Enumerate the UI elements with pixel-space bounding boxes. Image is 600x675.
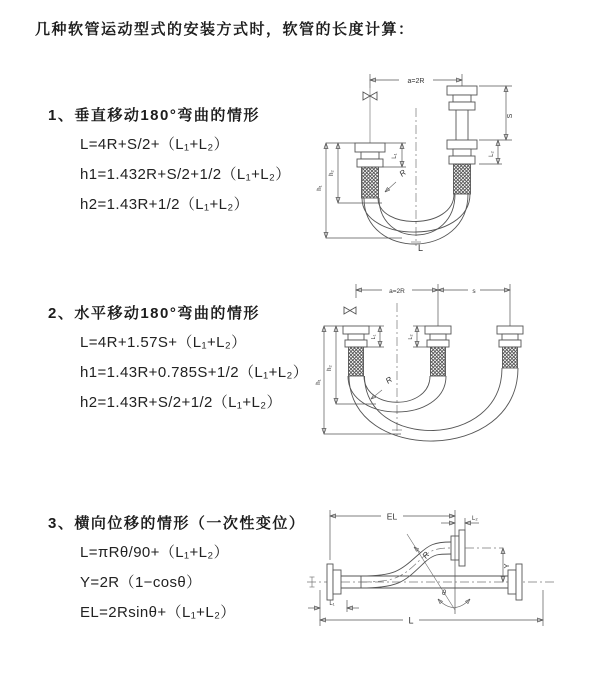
section-3-formula-EL: EL=2Rsinθ+（L₁+L₂） <box>80 604 236 621</box>
dim-s-label: S <box>507 113 514 119</box>
dim-l2-label: L₂ <box>489 151 495 157</box>
right-flange-upper <box>451 530 503 566</box>
section-2-formula-L: L=4R+1.57S+（L₁+L₂） <box>80 334 247 351</box>
dimension-l2 <box>441 516 479 530</box>
section-1-formula-L: L=4R+S/2+（L₁+L₂） <box>80 136 230 153</box>
braided-hose-section <box>362 167 379 198</box>
braided-hose-section <box>431 347 446 376</box>
radius-label: R <box>383 374 394 386</box>
dim-l-label: L <box>408 615 414 626</box>
theta-label: θ <box>442 590 446 597</box>
fitting-3 <box>497 326 523 368</box>
dimension-l1 <box>308 600 359 612</box>
dim-h1-label: h₁ <box>316 379 322 385</box>
page-title: 几种软管运动型式的安装方式时，软管的长度计算： <box>35 21 415 38</box>
s-curve-hose-displaced <box>361 542 451 588</box>
dim-l2-label: L₂ <box>472 516 478 522</box>
dim-h2-label: h₂ <box>327 365 333 371</box>
radius-label: R <box>397 167 408 179</box>
left-fitting <box>355 143 385 198</box>
diagram-lateral-displacement <box>303 502 588 642</box>
dim-a-label: a=2R <box>389 287 405 295</box>
hose-curves <box>348 368 518 441</box>
fitting-1 <box>343 326 369 376</box>
section-2-heading: 2、水平移动180°弯曲的情形 <box>48 305 260 322</box>
right-fitting-upper <box>447 86 477 140</box>
theta-angle <box>438 590 470 608</box>
centerline <box>392 303 402 436</box>
section-3-formula-Y: Y=2R（1−cosθ） <box>80 574 202 591</box>
dim-s-label: s <box>472 287 476 295</box>
dim-l1-label: L₁ <box>329 601 335 607</box>
dim-a-label: a=2R <box>407 78 425 85</box>
section-3-formula-L: L=πRθ/90+（L₁+L₂） <box>80 544 229 561</box>
valve-icon <box>344 307 356 314</box>
dim-l1-label: L₁ <box>371 334 377 340</box>
length-label: L <box>418 243 424 253</box>
dim-l1-label: L₁ <box>392 153 398 159</box>
diagram-horizontal-180-bend <box>316 278 566 448</box>
dim-h2-label: h₂ <box>329 170 335 176</box>
dim-l2-label: L₂ <box>408 334 414 340</box>
section-1-formula-h2: h2=1.43R+1/2（L₁+L₂） <box>80 196 250 213</box>
dimension-el <box>330 510 455 614</box>
dimension-l2 <box>479 140 502 164</box>
radius-label: R <box>420 550 432 561</box>
dim-el-label: EL <box>386 511 398 522</box>
dim-h1-label: h₁ <box>317 185 323 191</box>
dim-y-label: Y <box>502 563 511 569</box>
section-3-heading: 3、横向位移的情形（一次性变位） <box>48 515 306 532</box>
braided-hose-section <box>454 164 471 194</box>
radius-callout <box>385 168 408 192</box>
diagram-vertical-180-bend <box>316 66 561 256</box>
section-1-formula-h1: h1=1.432R+S/2+1/2（L₁+L₂） <box>80 166 291 183</box>
dimension-s <box>479 86 514 140</box>
dimension-a-2r <box>356 284 510 326</box>
section-1-heading: 1、垂直移动180°弯曲的情形 <box>48 107 260 124</box>
section-2-formula-h2: h2=1.43R+S/2+1/2（L₁+L₂） <box>80 394 282 411</box>
centerline <box>411 108 421 246</box>
dimension-h1 <box>317 143 402 238</box>
braided-hose-section <box>349 347 364 376</box>
valve-icon <box>363 88 377 143</box>
right-fitting-lower <box>447 140 477 194</box>
braided-hose-section <box>503 347 518 368</box>
dimension-l1 <box>383 143 406 167</box>
fitting-2 <box>425 326 451 376</box>
section-2-formula-h1: h1=1.43R+0.785S+1/2（L₁+L₂） <box>80 364 309 381</box>
